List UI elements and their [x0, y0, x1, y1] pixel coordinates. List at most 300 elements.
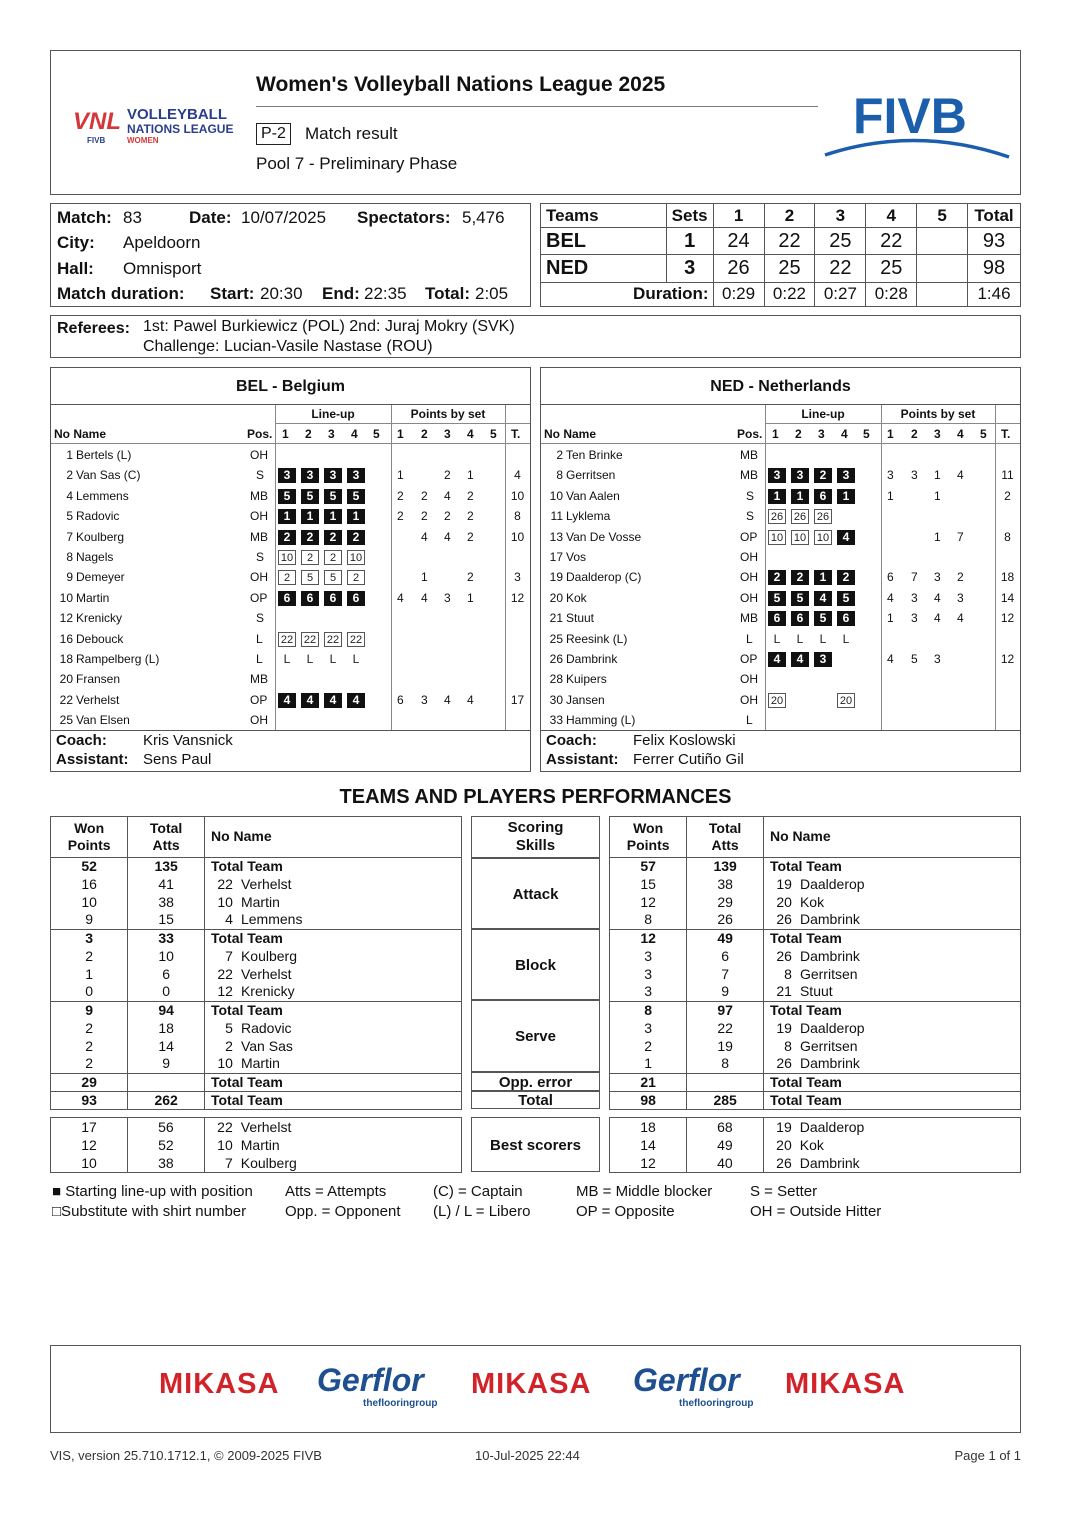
- end-time: 22:35: [364, 284, 407, 303]
- total-duration: 2:05: [475, 284, 509, 303]
- duration-label: Match duration:: [57, 284, 185, 303]
- player-number: 17: [549, 550, 563, 564]
- competition-title: Women's Volleyball Nations League 2025: [256, 73, 666, 96]
- city-value: Apeldoorn: [123, 233, 201, 252]
- player-name: Koulberg: [240, 1154, 297, 1171]
- best-scorers-ned: [609, 1117, 1021, 1173]
- best-scorers-bel: [50, 1117, 462, 1173]
- player-row: [541, 547, 1020, 567]
- player-name: Total Team: [210, 1091, 283, 1108]
- player-name: Gerritsen: [799, 965, 858, 982]
- player-cell: [763, 893, 1020, 911]
- player-name: Vos: [566, 550, 587, 564]
- team-total-row: [51, 1091, 461, 1109]
- legend-oh: OH = Outside Hitter: [750, 1203, 882, 1220]
- lineup-box: 26: [791, 509, 809, 524]
- total-attempts: 19: [687, 1037, 764, 1055]
- lineup-box: 2: [301, 550, 319, 565]
- player-position: S: [746, 488, 755, 503]
- set-points: 4: [934, 611, 941, 626]
- total-attempts: 18: [128, 1019, 205, 1037]
- player-name: Van Elsen: [76, 713, 130, 728]
- lineup-box: 22: [347, 632, 365, 647]
- total-atts-header: [128, 817, 205, 857]
- lineup-box: 2: [278, 530, 296, 545]
- player-number: 22: [59, 692, 73, 707]
- team-code: BEL: [541, 228, 667, 255]
- won-points: 12: [640, 1154, 656, 1171]
- team-total-row: [51, 857, 461, 875]
- set-score: 24: [713, 228, 764, 255]
- document-code: P-2: [256, 123, 291, 145]
- player-row: [51, 983, 461, 1001]
- player-cell: [204, 1037, 461, 1055]
- total-score: 98: [968, 255, 1021, 282]
- player-number: 33: [549, 713, 563, 728]
- player-name: Jansen: [566, 692, 605, 707]
- player-number: 20: [776, 1136, 792, 1153]
- player-row: [51, 911, 461, 929]
- lineup-box: 5: [837, 591, 855, 606]
- lineup-box: 2: [347, 570, 365, 585]
- won-points: 2: [85, 1055, 94, 1072]
- player-number: 25: [549, 631, 563, 646]
- player-row: [610, 1118, 1020, 1136]
- total-attempts: 68: [687, 1118, 764, 1136]
- set-duration: 0:27: [815, 282, 866, 306]
- total-attempts: 135: [128, 857, 205, 875]
- no-name-header: No Name: [54, 427, 107, 441]
- player-row: [541, 445, 1020, 465]
- sets-header: Sets: [666, 204, 713, 228]
- pos-header: Pos.: [247, 427, 273, 441]
- gerflor-logo: Gerflor: [633, 1362, 740, 1398]
- won-header: Won: [74, 819, 105, 836]
- total-attempts: 22: [687, 1019, 764, 1037]
- player-position: OP: [740, 529, 758, 544]
- player-name: Total Team: [210, 1073, 283, 1090]
- player-cell: [763, 1118, 1020, 1136]
- total-attempts: 9: [687, 983, 764, 1001]
- sets-won: 3: [666, 255, 713, 282]
- points-set-header: 3: [444, 427, 451, 441]
- lineup-box: 1: [791, 489, 809, 504]
- lineup-box: 2: [814, 468, 832, 483]
- player-row: [610, 911, 1020, 929]
- player-name: Stuut: [799, 983, 833, 1000]
- team-title: BEL - Belgium: [51, 368, 530, 405]
- legend-substitute: □Substitute with shirt number: [52, 1203, 247, 1220]
- player-name: Fransen: [76, 672, 121, 687]
- points-header: Points by set: [881, 405, 995, 424]
- player-position: OH: [740, 590, 758, 605]
- player-row: [610, 983, 1020, 1001]
- player-number: 8: [66, 550, 73, 564]
- player-number: 4: [66, 488, 73, 503]
- player-number: 19: [776, 875, 792, 892]
- player-row: [541, 608, 1020, 628]
- player-position: MB: [740, 468, 758, 483]
- total-attempts: 285: [687, 1091, 764, 1109]
- skill-label: Attack: [471, 858, 600, 929]
- set-points: 7: [957, 529, 964, 544]
- player-name: Daalderop: [799, 1118, 865, 1135]
- points-set-header: 4: [957, 427, 964, 441]
- atts-header: Atts: [711, 836, 739, 853]
- lineup-box: 6: [347, 591, 365, 606]
- player-row: [51, 588, 530, 608]
- player-name: Verhelst: [76, 692, 120, 707]
- lineup-box: 6: [814, 489, 832, 504]
- player-name: Dambrink: [799, 1055, 860, 1072]
- set-points: 3: [957, 590, 964, 605]
- lineup-box: 3: [791, 468, 809, 483]
- player-name: Martin: [76, 590, 110, 605]
- player-number: 22: [217, 965, 233, 982]
- player-name: Van Sas: [240, 1037, 293, 1054]
- player-number: 13: [549, 529, 563, 544]
- player-name: Dambrink: [799, 911, 860, 928]
- won-points: 9: [85, 911, 94, 928]
- player-number: 8: [784, 1037, 792, 1054]
- points-set-header: 5: [490, 427, 497, 441]
- team-total-row: [610, 929, 1020, 947]
- set-points: 4: [887, 590, 894, 605]
- won-points: 3: [644, 947, 653, 964]
- won-points: 15: [640, 875, 656, 892]
- player-row: [51, 965, 461, 983]
- referees: [50, 315, 1021, 358]
- lineup-box: 26: [768, 509, 786, 524]
- player-name: Total Team: [210, 929, 283, 946]
- pool-phase: Pool 7 - Preliminary Phase: [256, 154, 458, 173]
- won-points: 10: [81, 893, 97, 910]
- gerflor-tagline: theflooringroup: [363, 1398, 438, 1409]
- player-row: [541, 629, 1020, 649]
- lineup-box: 2: [278, 570, 296, 585]
- won-points: 12: [610, 929, 687, 947]
- player-number: 22: [217, 875, 233, 892]
- player-number: 7: [225, 947, 233, 964]
- won-points: 57: [640, 857, 656, 874]
- set-points: 4: [444, 488, 451, 503]
- won-points: 21: [610, 1073, 687, 1091]
- player-position: OH: [250, 713, 268, 728]
- set-points: 2: [957, 570, 964, 585]
- coach-label: Coach:: [546, 732, 597, 749]
- player-number: 26: [776, 911, 792, 928]
- set-points: 3: [911, 468, 918, 483]
- lineup-header: Line-up: [765, 405, 881, 424]
- player-row: [610, 893, 1020, 911]
- player-cell: [204, 1019, 461, 1037]
- player-name: Total Team: [210, 1001, 283, 1018]
- atts-header: Atts: [152, 836, 180, 853]
- lineup-box: 6: [278, 591, 296, 606]
- won-points: 2: [85, 947, 94, 964]
- team-total-row: [51, 1073, 461, 1091]
- lineup-box: 2: [791, 570, 809, 585]
- teams-header: Teams: [541, 204, 667, 228]
- player-name: Radovic: [240, 1019, 292, 1036]
- player-name: Total Team: [769, 1001, 842, 1018]
- fivb-logo: [821, 85, 1011, 159]
- player-name: Stuut: [566, 611, 595, 626]
- lineup-box: 5: [278, 489, 296, 504]
- player-cell: [763, 983, 1020, 1001]
- total-points: 8: [514, 509, 521, 524]
- hall-label: Hall:: [57, 259, 94, 278]
- set-points: 1: [887, 611, 894, 626]
- total-duration-cell: 1:46: [968, 282, 1021, 306]
- player-number: 26: [776, 1154, 792, 1171]
- player-number: 8: [784, 965, 792, 982]
- team-roster-bel: [50, 367, 531, 772]
- total-attempts: 38: [128, 893, 205, 911]
- won-points: 8: [610, 1001, 687, 1019]
- set-score: 22: [815, 255, 866, 282]
- set-duration: 0:28: [866, 282, 917, 306]
- player-cell: [204, 1154, 461, 1172]
- set-points: 1: [887, 488, 894, 503]
- player-row: [51, 690, 530, 710]
- player-row: [541, 486, 1020, 506]
- player-name: Kok: [799, 1136, 824, 1153]
- set-points: 2: [467, 509, 474, 524]
- player-cell: [204, 875, 461, 893]
- player-name: Kuipers: [566, 672, 607, 687]
- lineup-box: 10: [347, 550, 365, 565]
- total-attempts: 9: [128, 1055, 205, 1073]
- total-attempts: 262: [128, 1091, 205, 1109]
- set-points: 4: [421, 529, 428, 544]
- player-cell: [204, 1091, 461, 1109]
- player-row: [541, 649, 1020, 669]
- set-points: 3: [934, 652, 941, 666]
- won-points: 93: [51, 1091, 128, 1109]
- player-number: 21: [776, 983, 792, 1000]
- player-cell: [204, 857, 461, 875]
- points-total-spacer: [995, 405, 1020, 424]
- player-name: Koulberg: [76, 529, 125, 544]
- document-title: Match result: [305, 124, 398, 143]
- player-row: [610, 1037, 1020, 1055]
- referees-line-2: Challenge: Lucian-Vasile Nastase (ROU): [143, 338, 433, 355]
- player-row: [51, 710, 530, 730]
- player-number: 10: [217, 1055, 233, 1072]
- lineup-set-header: 5: [373, 427, 380, 441]
- no-name-header: No Name: [204, 817, 461, 857]
- set-points: 1: [467, 590, 474, 605]
- player-number: 5: [66, 509, 73, 524]
- team-total-row: [51, 1001, 461, 1019]
- lineup-set-header: 3: [328, 427, 335, 441]
- lineup-box: 1: [837, 489, 855, 504]
- set-points: 2: [467, 570, 474, 585]
- set-points: 4: [397, 590, 404, 605]
- lineup-set-header: 4: [841, 427, 848, 441]
- player-number: 30: [549, 692, 563, 707]
- lineup-box: 2: [837, 570, 855, 585]
- set-points: 2: [444, 509, 451, 524]
- player-number: 10: [217, 893, 233, 910]
- lineup-box: 4: [278, 693, 296, 708]
- total-points: 12: [510, 590, 525, 605]
- match-info: [50, 203, 531, 307]
- total-points: 10: [510, 488, 525, 503]
- won-points: 29: [51, 1073, 128, 1091]
- lineup-set-header: 4: [351, 427, 358, 441]
- lineup-box: 2: [768, 570, 786, 585]
- performance-grid: [610, 1118, 1020, 1172]
- won-points: 1: [85, 965, 94, 982]
- player-row: [610, 1136, 1020, 1154]
- team-total-row: [51, 929, 461, 947]
- player-row: [541, 506, 1020, 526]
- total-attempts: 26: [687, 911, 764, 929]
- player-name: Van De Vosse: [566, 529, 642, 544]
- lineup-box: 10: [768, 530, 786, 545]
- lineup-box: 1: [768, 489, 786, 504]
- player-row: [51, 893, 461, 911]
- player-name: Gerritsen: [566, 468, 616, 483]
- player-position: MB: [740, 611, 758, 626]
- total-points: 14: [1000, 590, 1015, 605]
- player-name: Dambrink: [566, 652, 618, 666]
- player-position: S: [256, 611, 265, 626]
- player-number: 2: [225, 1037, 233, 1054]
- team-total-row: [610, 1073, 1020, 1091]
- player-row: [51, 506, 530, 526]
- won-points-header: [610, 817, 687, 857]
- skill-label: Serve: [471, 1000, 600, 1072]
- lineup-set-header: 3: [818, 427, 825, 441]
- player-name: Martin: [240, 1055, 280, 1072]
- won-points: 52: [81, 857, 97, 874]
- set-points: 4: [444, 529, 451, 544]
- player-number: 26: [776, 947, 792, 964]
- lineup-box: 1: [324, 509, 342, 524]
- player-number: 1: [66, 448, 73, 462]
- lineup-box: L: [796, 631, 804, 646]
- player-cell: [763, 1154, 1020, 1172]
- player-position: L: [256, 652, 263, 666]
- player-row: [51, 1055, 461, 1073]
- footer-page: Page 1 of 1: [954, 1448, 1021, 1463]
- player-row: [541, 710, 1020, 730]
- spectators-value: 5,476: [462, 208, 505, 227]
- skill-label: Total: [471, 1091, 600, 1109]
- total-header: T.: [511, 427, 521, 441]
- roster-header-row: [541, 424, 1020, 444]
- match-label: Match:: [57, 208, 112, 227]
- lineup-box: 4: [347, 693, 365, 708]
- player-row: [51, 608, 530, 628]
- player-number: 18: [59, 652, 73, 666]
- player-cell: [204, 1073, 461, 1091]
- won-points: 8: [644, 911, 653, 928]
- set-points: 4: [467, 692, 474, 707]
- player-cell: [763, 947, 1020, 965]
- player-row: [51, 1154, 461, 1172]
- player-number: 20: [549, 590, 563, 605]
- player-name: Ten Brinke: [566, 448, 623, 462]
- won-points: 9: [51, 1001, 128, 1019]
- lineup-box: L: [306, 652, 314, 666]
- assistant-name: Sens Paul: [143, 751, 212, 768]
- performance-title: TEAMS AND PLAYERS PERFORMANCES: [339, 786, 732, 808]
- player-name: Lemmens: [76, 488, 129, 503]
- scoring-skills-header: [471, 816, 600, 858]
- player-position: L: [746, 631, 753, 646]
- referees-label: Referees:: [57, 320, 130, 337]
- player-position: OH: [740, 672, 758, 687]
- won-points: 16: [81, 875, 97, 892]
- lineup-box: 2: [324, 530, 342, 545]
- player-number: 28: [549, 672, 563, 687]
- set3-header: 3: [815, 204, 866, 228]
- won-points: 2: [644, 1037, 653, 1054]
- player-position: OP: [740, 652, 758, 666]
- player-name: Demeyer: [76, 570, 125, 585]
- player-name: Dambrink: [799, 947, 860, 964]
- lineup-box: 6: [837, 611, 855, 626]
- total-attempts: 52: [128, 1136, 205, 1154]
- points-total-spacer: [505, 405, 530, 424]
- duration-row-label: Duration:: [541, 282, 714, 306]
- player-name: Koulberg: [240, 947, 298, 964]
- player-number: 22: [217, 1118, 233, 1135]
- points-set-header: 4: [467, 427, 474, 441]
- total-points: 4: [514, 468, 521, 483]
- total-attempts: 0: [128, 983, 205, 1001]
- player-row: [610, 947, 1020, 965]
- player-number: 19: [776, 1118, 792, 1135]
- lineup-box: 10: [278, 550, 296, 565]
- points-set-header: 1: [887, 427, 894, 441]
- lineup-set-header: 1: [772, 427, 779, 441]
- player-number: 19: [549, 570, 563, 585]
- fivb-logo-text: FIVB: [853, 88, 967, 144]
- player-cell: [204, 947, 461, 965]
- player-row: [51, 527, 530, 547]
- player-row: [51, 947, 461, 965]
- player-position: L: [746, 713, 753, 728]
- player-cell: [763, 1037, 1020, 1055]
- vnl-logo-text-3: WOMEN: [127, 136, 159, 145]
- lineup-box: 2: [347, 530, 365, 545]
- player-cell: [763, 1055, 1020, 1073]
- team-code: NED: [541, 255, 667, 282]
- vnl-logo-text-1: VOLLEYBALL: [127, 106, 227, 123]
- player-cell: [763, 1001, 1020, 1019]
- lineup-box: 5: [347, 489, 365, 504]
- set-duration: [917, 282, 968, 306]
- player-name: Rampelberg (L): [76, 652, 160, 666]
- won-points: 3: [644, 983, 653, 1000]
- set-points: 4: [957, 468, 964, 483]
- performance-table-ned: [609, 816, 1021, 1110]
- player-position: OH: [740, 550, 758, 564]
- lineup-box: 3: [324, 468, 342, 483]
- player-name: Krenicky: [76, 611, 123, 626]
- player-position: OH: [740, 570, 758, 585]
- player-name: Total Team: [769, 857, 842, 874]
- player-name: Total Team: [769, 1091, 842, 1108]
- set-points: 2: [397, 509, 404, 524]
- city-label: City:: [57, 233, 95, 252]
- mikasa-logo: MIKASA: [785, 1368, 906, 1400]
